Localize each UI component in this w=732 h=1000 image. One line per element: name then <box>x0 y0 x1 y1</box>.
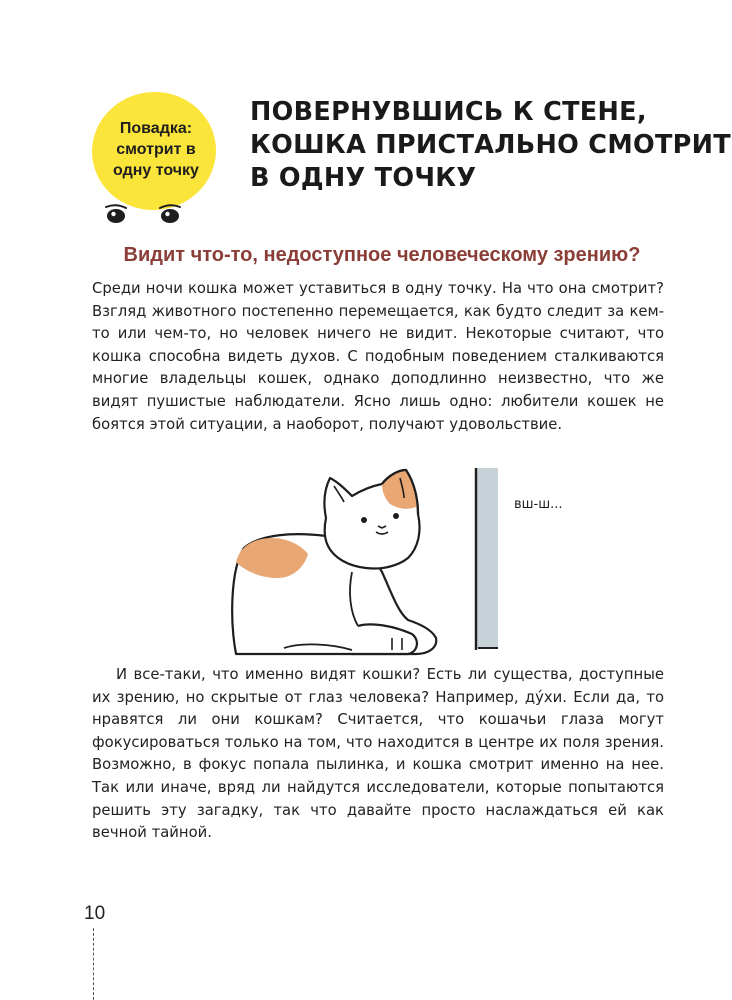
cat-illustration <box>222 462 592 658</box>
wall <box>476 468 498 648</box>
title-line: КОШКА ПРИСТАЛЬНО СМОТРИТ <box>250 130 731 160</box>
body-paragraph-1: Среди ночи кошка может уставиться в одну точку. На что она смотрит? Взгляд животного постепенно перемещается, как будто следит за кем-то или чем-то, но человек ничего не видит. Некоторые считают, что кошка способна видеть духов. С подобным поведением сталкиваются многие владельцы кошек, однако доподлинно неизвестно, что же видят пушистые наблюдатели. Ясно лишь одно: любители кошек не боятся этой ситуации, а наоборот, получают удовольствие. <box>92 280 664 433</box>
title-line: В ОДНУ ТОЧКУ <box>250 163 477 193</box>
body-paragraph-2: И все-таки, что именно видят кошки? Есть ли существа, доступные их зрению, но скрытые от глаз человека? Например, ду́хи. Если да, то нравятся ли они кошкам? Считается, что кошачьи глаза могут фокусироваться только на том, что находится в центре их поля зрения. Возможно, в фокус попала пылинка, и кошка смотрит именно на нее. Так или иначе, вряд ли найдутся исследователи, которые попытаются решить эту загадку, так что давайте просто наслаждаться ей как вечной тайной. <box>92 666 664 842</box>
left-eye-icon <box>104 204 128 224</box>
section-subheading: Видит что-то, недоступное человеческому зрению? <box>123 244 641 266</box>
badge-line: смотрит в <box>116 141 196 158</box>
title-line: ПОВЕРНУВШИСЬ К СТЕНЕ, <box>250 97 647 127</box>
badge-line: Повадка: <box>119 120 193 137</box>
page-title <box>250 96 731 195</box>
badge-label <box>100 118 212 181</box>
badge-line: одну точку <box>113 162 199 179</box>
page-margin-rule <box>93 928 94 1000</box>
page-number: 10 <box>84 903 106 924</box>
sound-effect-text: вш-ш... <box>514 497 563 512</box>
right-eye-icon <box>158 204 182 224</box>
